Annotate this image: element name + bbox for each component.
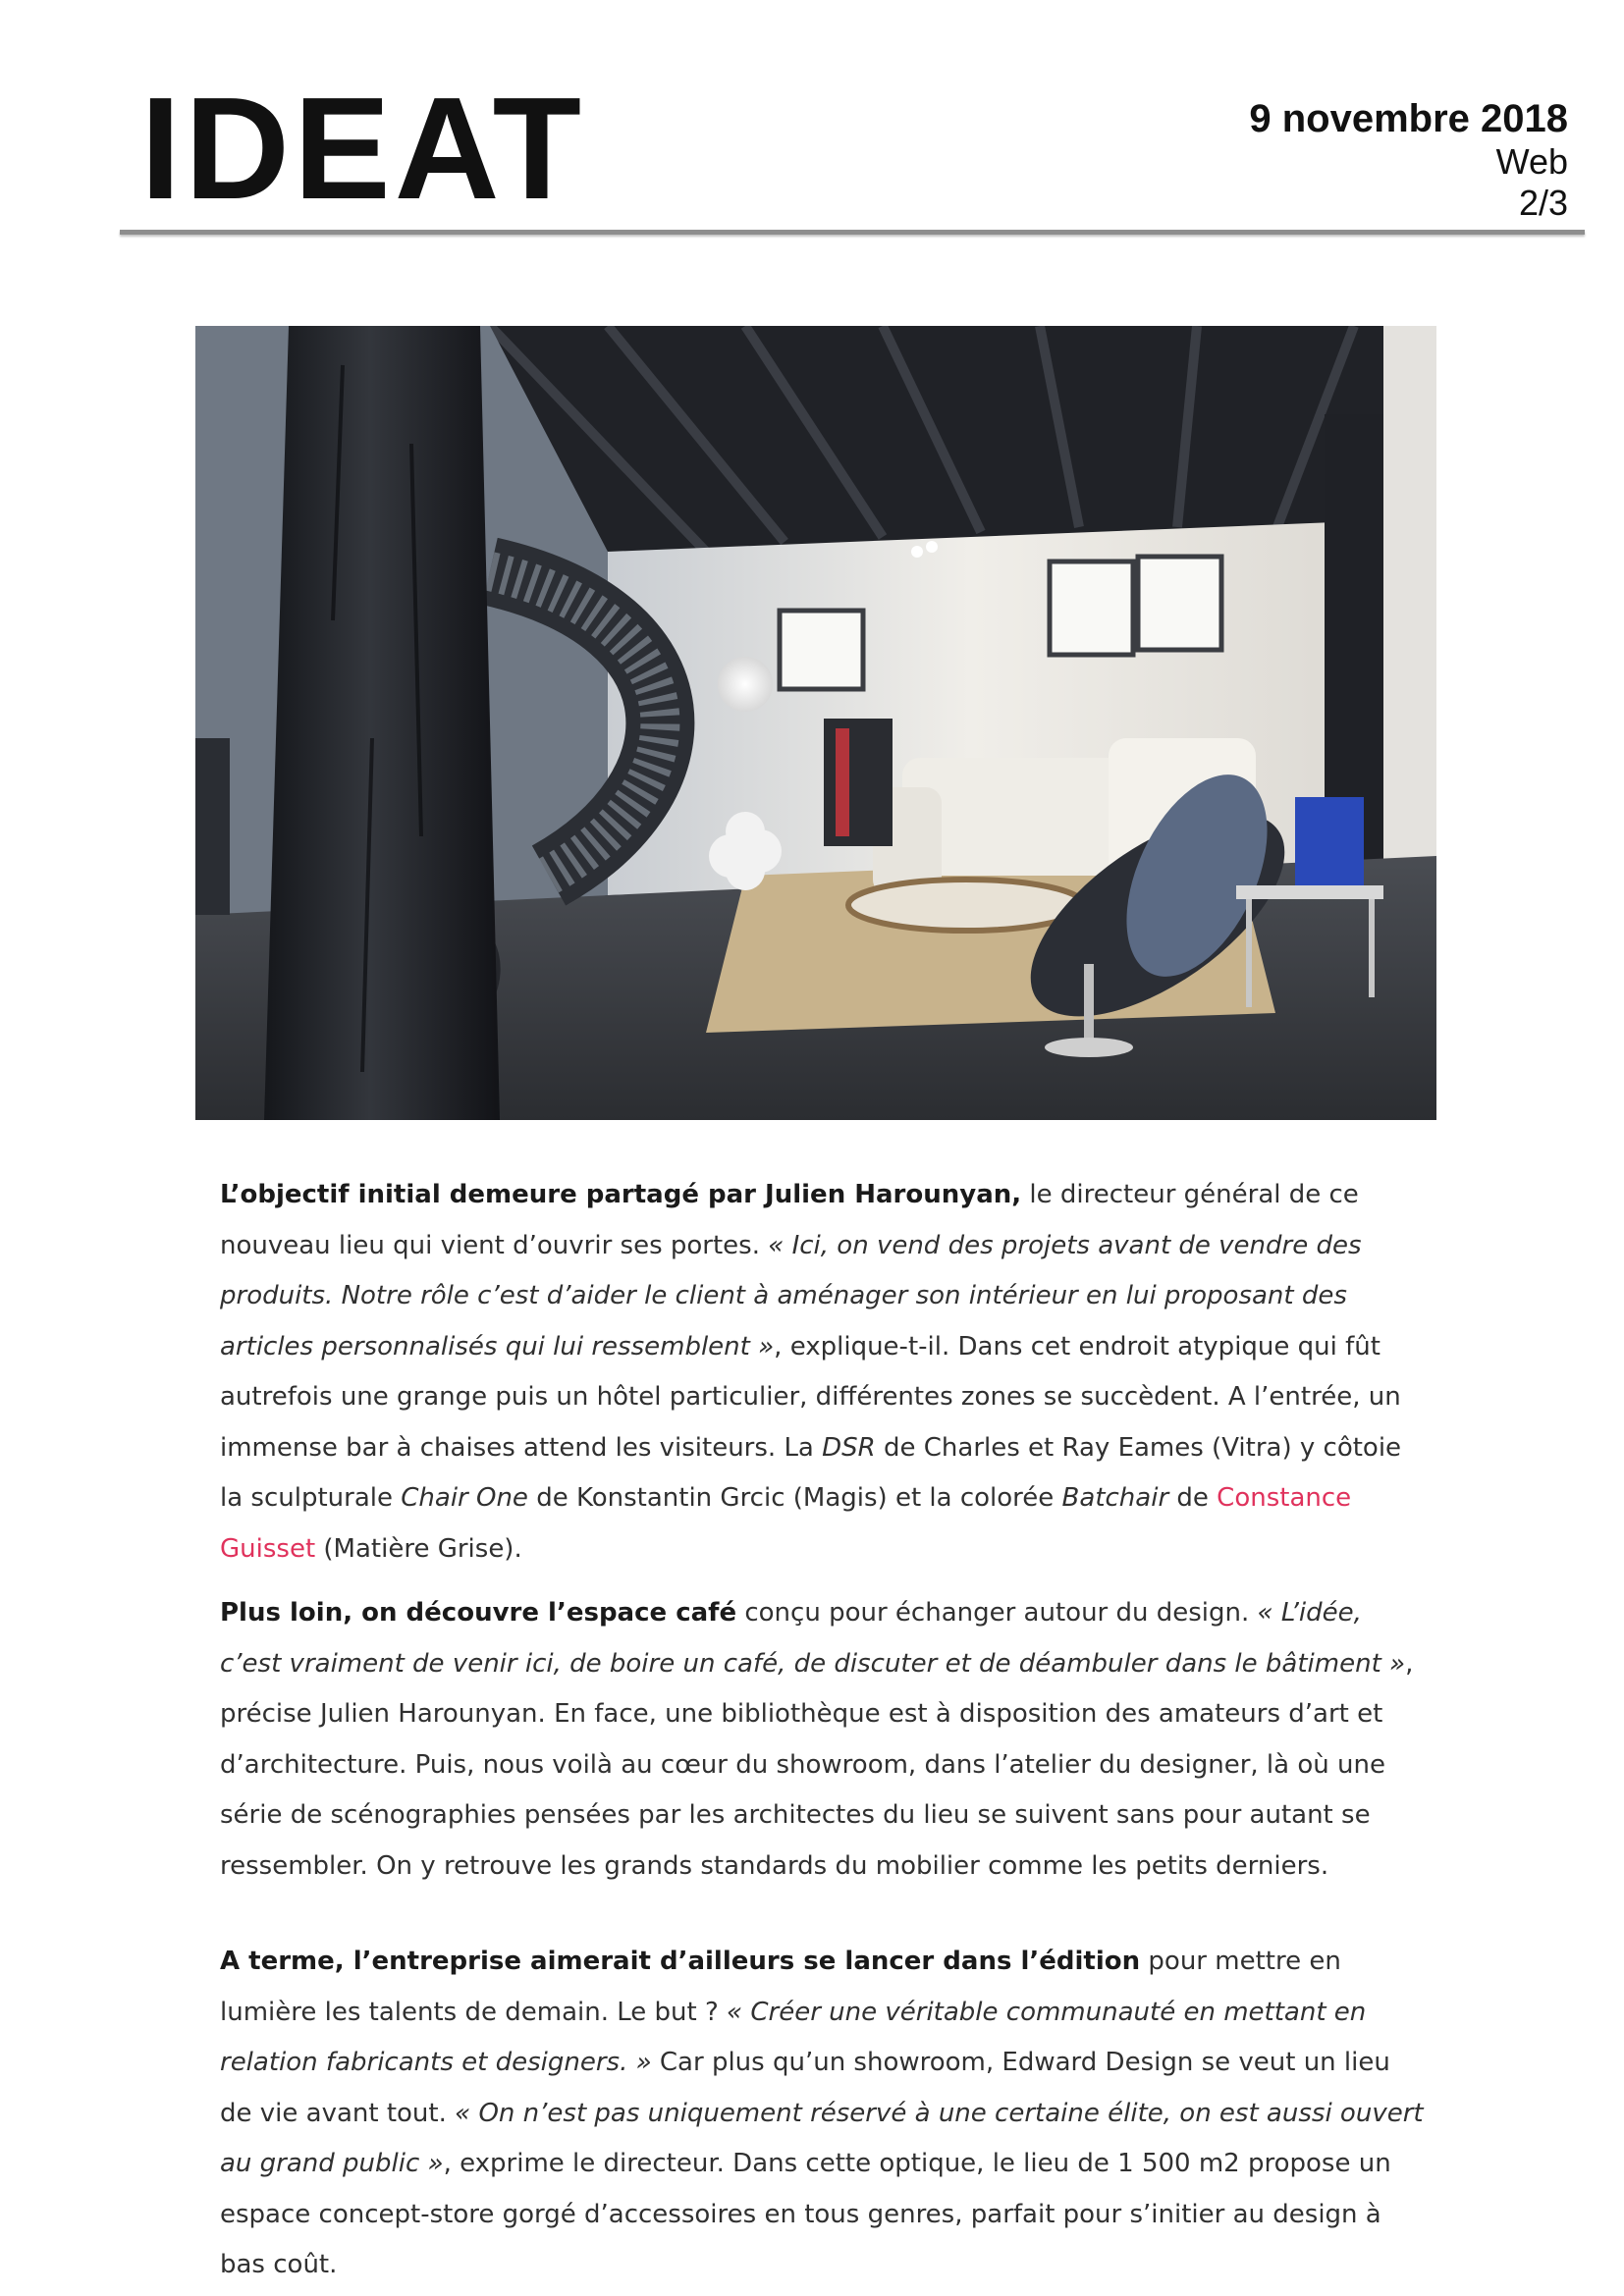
article-body xyxy=(220,1170,1428,2291)
lead-in: Plus loin, on découvre l’espace café xyxy=(220,1598,737,1628)
page-number: 2/3 xyxy=(1518,183,1568,223)
quote: « L’idée, c’est vraiment de venir ici, de boire un café, de discuter et de déambuler dans le bâtiment » xyxy=(220,1598,1406,1679)
showroom-illustration xyxy=(195,326,1436,1120)
header-divider xyxy=(120,230,1585,235)
text: , explique-t-il. Dans cet endroit atypique qui fût autrefois une grange puis un hôtel particulier, différentes zones se succèdent. A l’entrée, un immense bar à chaises attend les visiteurs. La xyxy=(220,1331,1401,1463)
paragraph-2 xyxy=(220,1588,1428,1892)
article-photo xyxy=(195,326,1436,1120)
publication-logo: IDEAT xyxy=(140,68,586,230)
text: conçu pour échanger autour du design. xyxy=(736,1598,1258,1628)
text: (Matière Grise). xyxy=(315,1533,522,1564)
press-meta xyxy=(1249,96,1568,224)
text: , précise Julien Harounyan. En face, une bibliothèque est à disposition des amateurs d’art et d’architecture. Puis, nous voilà au cœur du showroom, dans l’atelier du designer, là où une série de scénographies pensées par les architectes du lieu se suivent sans pour autant se ressembler. On y retrouve les grands standards du mobilier comme les petits derniers. xyxy=(220,1648,1414,1881)
window xyxy=(780,611,863,689)
text: pour mettre en lumière les talents de demain. Le but ? xyxy=(220,1947,1341,2027)
blue-box xyxy=(1295,797,1364,885)
text: , exprime le directeur. Dans cette optique, le lieu de 1 500 m2 propose un espace concept-store gorgé d’accessoires en tous genres, parfait pour s’initier au design à bas coût. xyxy=(220,2149,1391,2279)
quote: « Créer une véritable communauté en mettant en relation fabricants et designers. » xyxy=(220,1997,1367,2077)
wooden-pillar xyxy=(264,326,500,1120)
product-name: Chair One xyxy=(401,1483,528,1513)
text: de Charles et Ray Eames (Vitra) y côtoie la sculpturale xyxy=(220,1432,1402,1513)
product-name: DSR xyxy=(822,1432,876,1463)
lead-in: A terme, l’entreprise aimerait d’ailleurs se lancer dans l’édition xyxy=(220,1947,1141,1976)
text: de Konstantin Grcic (Magis) et la colorée xyxy=(527,1483,1062,1513)
designer-link[interactable]: Constance Guisset xyxy=(220,1483,1352,1564)
window xyxy=(1050,561,1133,655)
quote: « On n’est pas uniquement réservé à une certaine élite, on est aussi ouvert au grand public » xyxy=(220,2098,1424,2178)
publication-medium: Web xyxy=(1495,141,1568,182)
paragraph-1 xyxy=(220,1170,1428,1575)
window xyxy=(1138,557,1221,650)
masthead xyxy=(140,68,586,230)
product-name: Batchair xyxy=(1061,1483,1169,1513)
lead-in: L’objectif initial demeure partagé par Julien Harounyan, xyxy=(220,1180,1022,1209)
quote: « Ici, on vend des projets avant de vendre des produits. Notre rôle c’est d’aider le client à aménager son intérieur en lui proposant des articles personnalisés qui lui ressemblent » xyxy=(220,1230,1362,1362)
publication-date: 9 novembre 2018 xyxy=(1249,97,1568,140)
side-table xyxy=(1236,885,1383,899)
coffee-table xyxy=(848,880,1084,931)
paragraph-3 xyxy=(220,1937,1428,2291)
cabinet xyxy=(824,719,893,846)
text: de xyxy=(1168,1483,1218,1513)
text: le directeur général de ce nouveau lieu qui vient d’ouvrir ses portes. xyxy=(220,1180,1359,1260)
pendant-lamp xyxy=(718,657,773,712)
text: Car plus qu’un showroom, Edward Design se veut un lieu de vie avant tout. xyxy=(220,2048,1390,2128)
